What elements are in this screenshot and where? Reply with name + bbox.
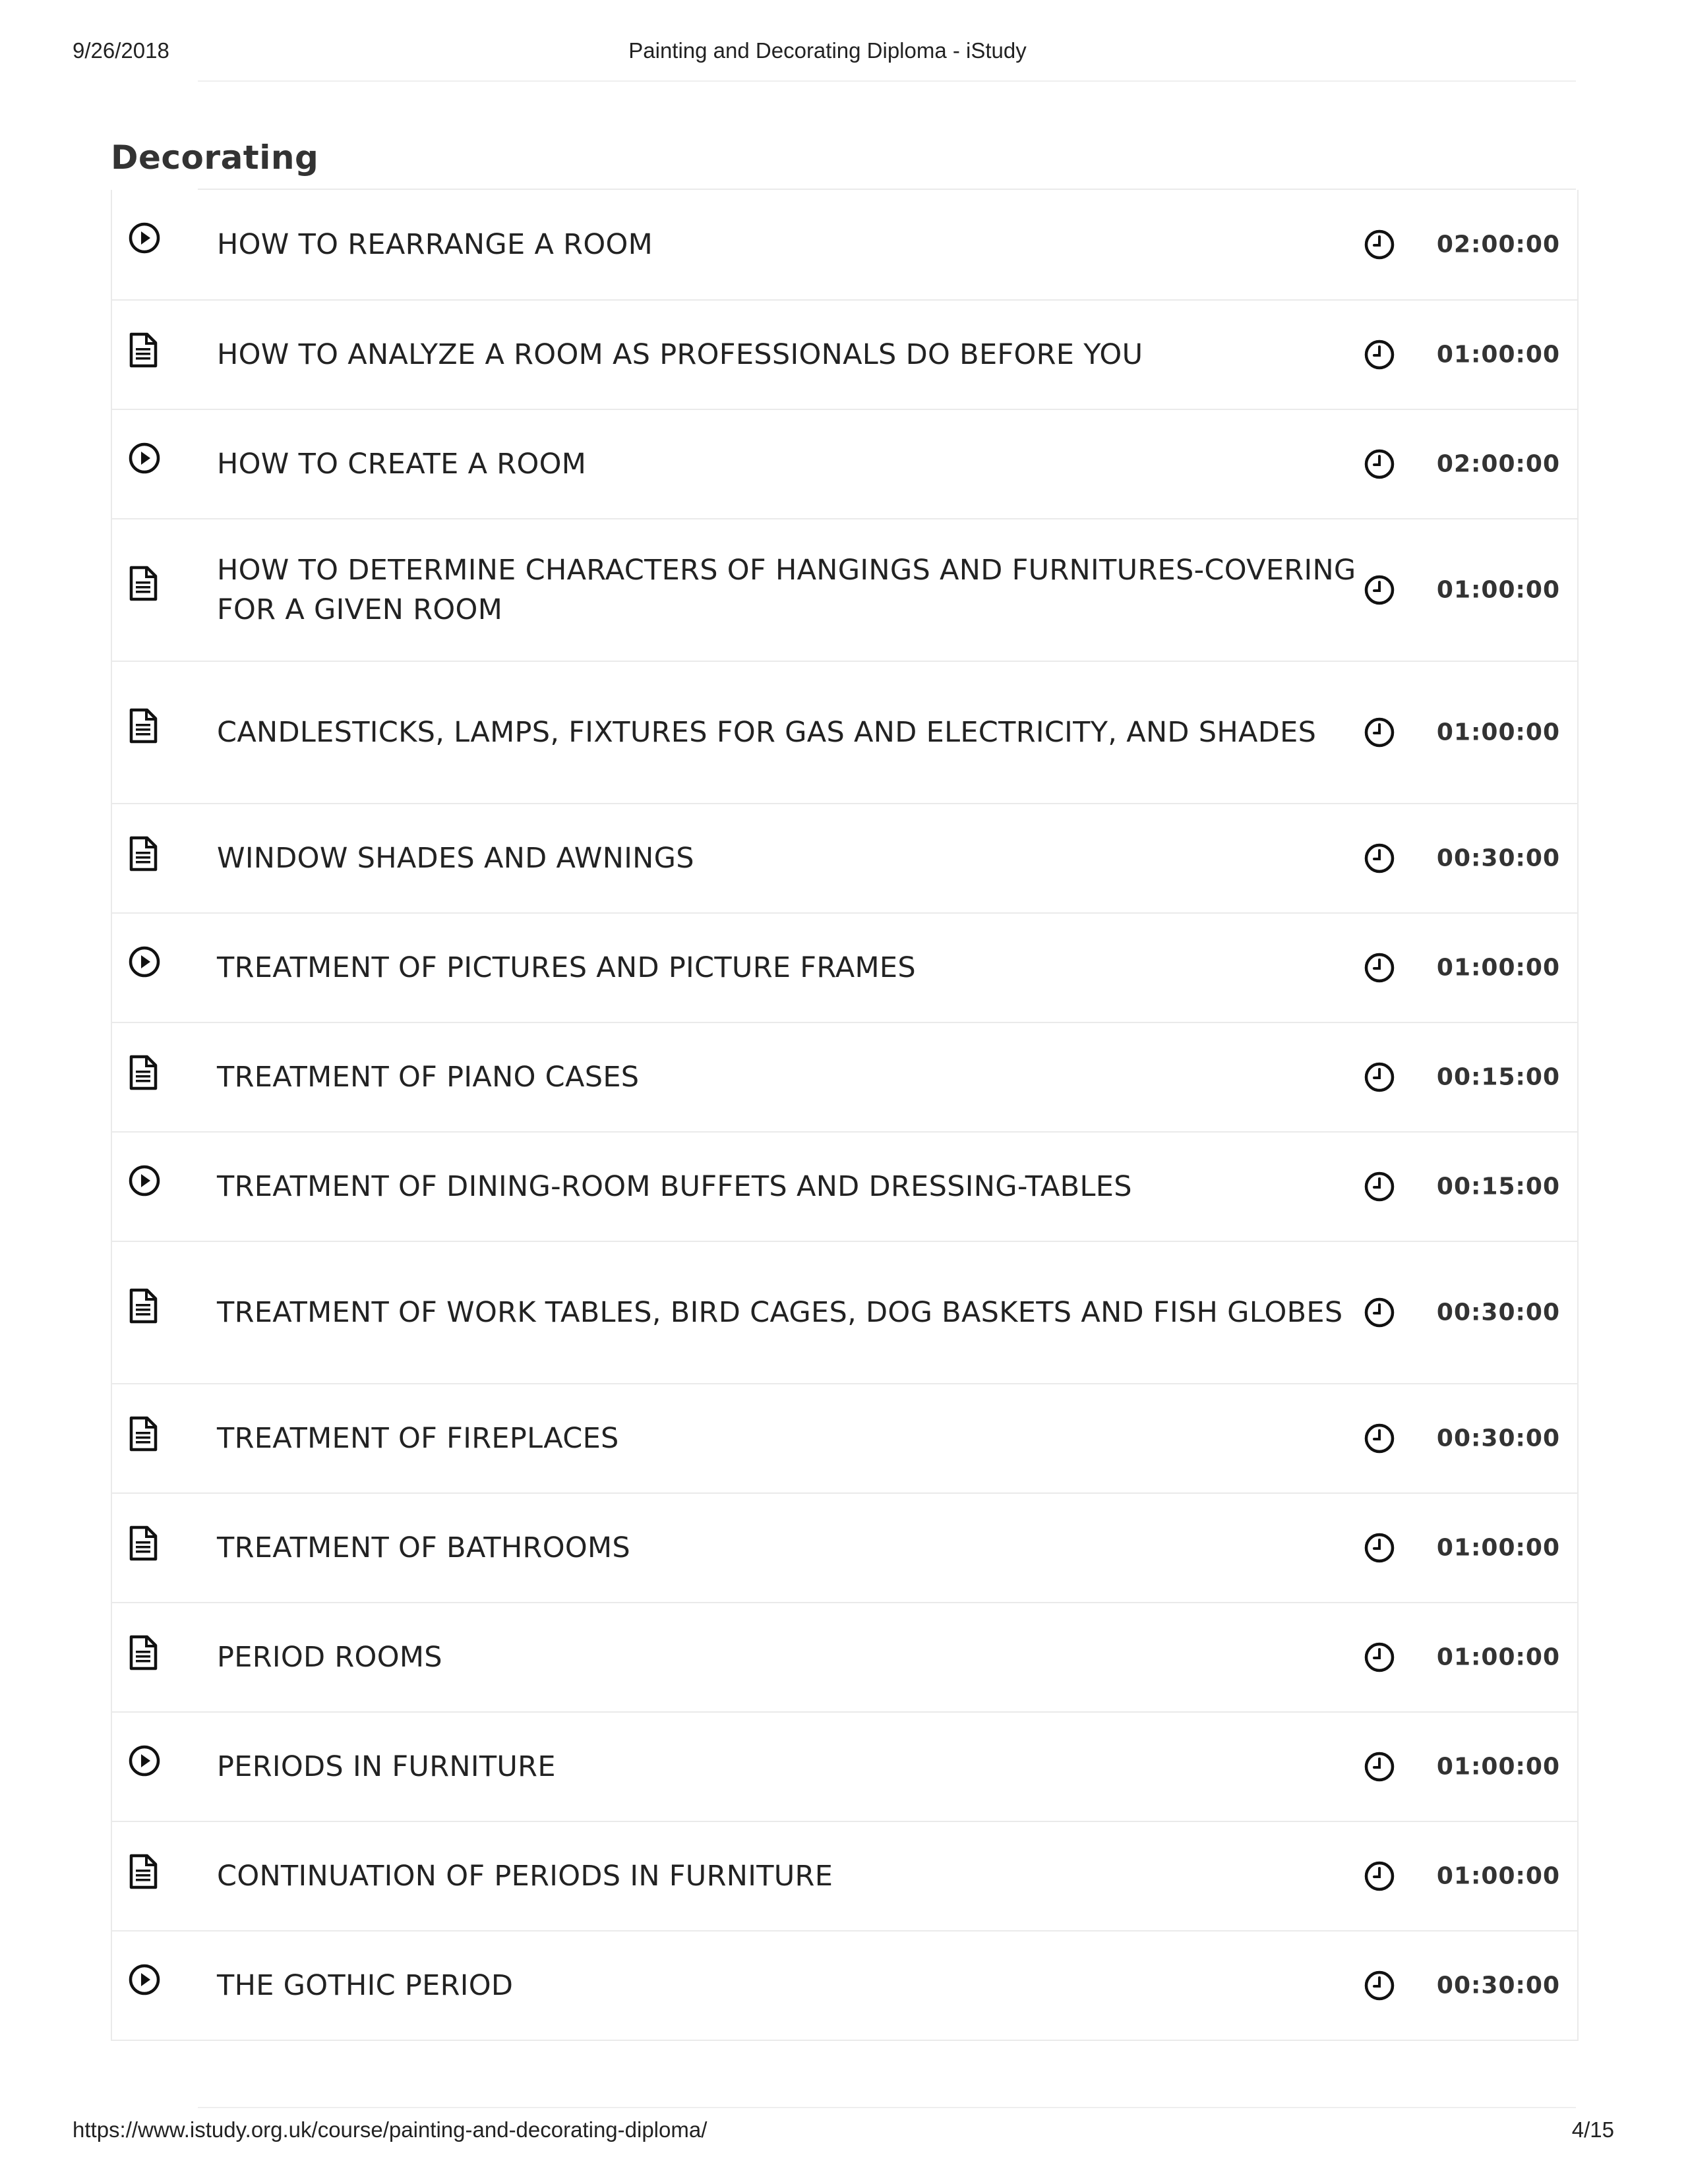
lesson-duration: 01:00:00 — [1436, 954, 1560, 982]
play-circle-icon — [128, 221, 161, 258]
clock-icon — [1363, 1422, 1396, 1455]
document-icon — [128, 566, 161, 603]
lesson-duration: 00:30:00 — [1436, 1425, 1560, 1452]
lesson-duration: 00:15:00 — [1436, 1173, 1560, 1200]
document-icon — [128, 1416, 161, 1453]
lesson-row[interactable] — [112, 1602, 1577, 1711]
lesson-title[interactable]: HOW TO CREATE A ROOM — [217, 448, 587, 481]
lesson-title[interactable]: CANDLESTICKS, LAMPS, FIXTURES FOR GAS AND ELECTRICITY, AND SHADES — [217, 716, 1317, 749]
lesson-duration: 01:00:00 — [1436, 1753, 1560, 1781]
lesson-duration: 00:30:00 — [1436, 844, 1560, 872]
lesson-title[interactable]: THE GOTHIC PERIOD — [217, 1969, 514, 2002]
lesson-row[interactable] — [112, 1930, 1577, 2040]
lesson-duration: 00:30:00 — [1436, 1972, 1560, 1999]
clock-icon — [1363, 842, 1396, 875]
document-icon — [128, 708, 161, 745]
lesson-title[interactable]: PERIODS IN FURNITURE — [217, 1750, 556, 1783]
document-icon — [128, 1525, 161, 1562]
lesson-title[interactable]: HOW TO DETERMINE CHARACTERS OF HANGINGS AND FURNITURES-COVERING FOR A GIVEN ROOM — [217, 554, 1356, 626]
lesson-row[interactable] — [112, 409, 1577, 518]
lesson-title[interactable]: TREATMENT OF DINING-ROOM BUFFETS AND DRESSING-TABLES — [217, 1170, 1132, 1203]
lesson-duration: 01:00:00 — [1436, 1534, 1560, 1562]
play-circle-icon — [128, 442, 161, 479]
lesson-row[interactable] — [112, 1383, 1577, 1492]
lesson-row[interactable] — [112, 1711, 1577, 1821]
clock-icon — [1363, 716, 1396, 749]
lesson-duration: 00:15:00 — [1436, 1063, 1560, 1091]
lesson-row[interactable] — [112, 518, 1577, 661]
lesson-title[interactable]: TREATMENT OF BATHROOMS — [217, 1531, 631, 1564]
lesson-duration: 01:00:00 — [1436, 1643, 1560, 1671]
section-title: Decorating — [111, 138, 319, 177]
lesson-title[interactable]: CONTINUATION OF PERIODS IN FURNITURE — [217, 1860, 833, 1893]
print-header — [73, 38, 1582, 69]
clock-icon — [1363, 574, 1396, 606]
clock-icon — [1363, 448, 1396, 481]
curriculum-list — [111, 190, 1579, 2041]
clock-icon — [1363, 1531, 1396, 1564]
clock-icon — [1363, 1750, 1396, 1783]
play-circle-icon — [128, 1963, 161, 2000]
lesson-duration: 00:30:00 — [1436, 1299, 1560, 1326]
clock-icon — [1363, 1969, 1396, 2002]
clock-icon — [1363, 1296, 1396, 1329]
print-date: 9/26/2018 — [73, 38, 169, 63]
print-page-number: 4/15 — [1571, 2117, 1614, 2142]
clock-icon — [1363, 228, 1396, 261]
clock-icon — [1363, 338, 1396, 371]
lesson-title[interactable]: TREATMENT OF PIANO CASES — [217, 1061, 640, 1094]
lesson-title[interactable]: WINDOW SHADES AND AWNINGS — [217, 842, 694, 875]
document-icon — [128, 1635, 161, 1672]
lesson-title[interactable]: HOW TO REARRANGE A ROOM — [217, 228, 653, 261]
lesson-row[interactable] — [112, 1022, 1577, 1131]
lesson-duration: 01:00:00 — [1436, 576, 1560, 604]
clock-icon — [1363, 1061, 1396, 1094]
lesson-row[interactable] — [112, 803, 1577, 912]
lesson-row[interactable] — [112, 1821, 1577, 1930]
document-icon — [128, 1854, 161, 1891]
document-icon — [128, 332, 161, 369]
lesson-title[interactable]: TREATMENT OF FIREPLACES — [217, 1422, 619, 1455]
clock-icon — [1363, 1170, 1396, 1203]
clock-icon — [1363, 951, 1396, 984]
lesson-title[interactable]: PERIOD ROOMS — [217, 1641, 442, 1674]
play-circle-icon — [128, 1164, 161, 1201]
lesson-title[interactable]: TREATMENT OF WORK TABLES, BIRD CAGES, DOG BASKETS AND FISH GLOBES — [217, 1296, 1343, 1329]
lesson-duration: 02:00:00 — [1436, 231, 1560, 258]
lesson-row[interactable] — [112, 190, 1577, 299]
play-circle-icon — [128, 945, 161, 982]
lesson-duration: 01:00:00 — [1436, 1862, 1560, 1890]
print-url: https://www.istudy.org.uk/course/painting-and-decorating-diploma/ — [73, 2117, 708, 2142]
lesson-duration: 01:00:00 — [1436, 341, 1560, 369]
print-footer — [73, 2117, 1614, 2148]
document-icon — [128, 1055, 161, 1092]
clock-icon — [1363, 1641, 1396, 1674]
lesson-row[interactable] — [112, 912, 1577, 1022]
lesson-row[interactable] — [112, 661, 1577, 803]
lesson-row[interactable] — [112, 299, 1577, 409]
document-icon — [128, 836, 161, 873]
footer-divider — [198, 2107, 1576, 2108]
play-circle-icon — [128, 1744, 161, 1781]
lesson-duration: 01:00:00 — [1436, 719, 1560, 746]
clock-icon — [1363, 1860, 1396, 1893]
lesson-row[interactable] — [112, 1131, 1577, 1241]
document-icon — [128, 1288, 161, 1325]
lesson-row[interactable] — [112, 1492, 1577, 1602]
lesson-title[interactable]: HOW TO ANALYZE A ROOM AS PROFESSIONALS DO BEFORE YOU — [217, 338, 1143, 371]
lesson-duration: 02:00:00 — [1436, 450, 1560, 478]
print-page-title: Painting and Decorating Diploma - iStudy — [628, 38, 1027, 63]
lesson-title[interactable]: TREATMENT OF PICTURES AND PICTURE FRAMES — [217, 951, 916, 984]
lesson-row[interactable] — [112, 1241, 1577, 1383]
header-divider — [198, 80, 1576, 82]
